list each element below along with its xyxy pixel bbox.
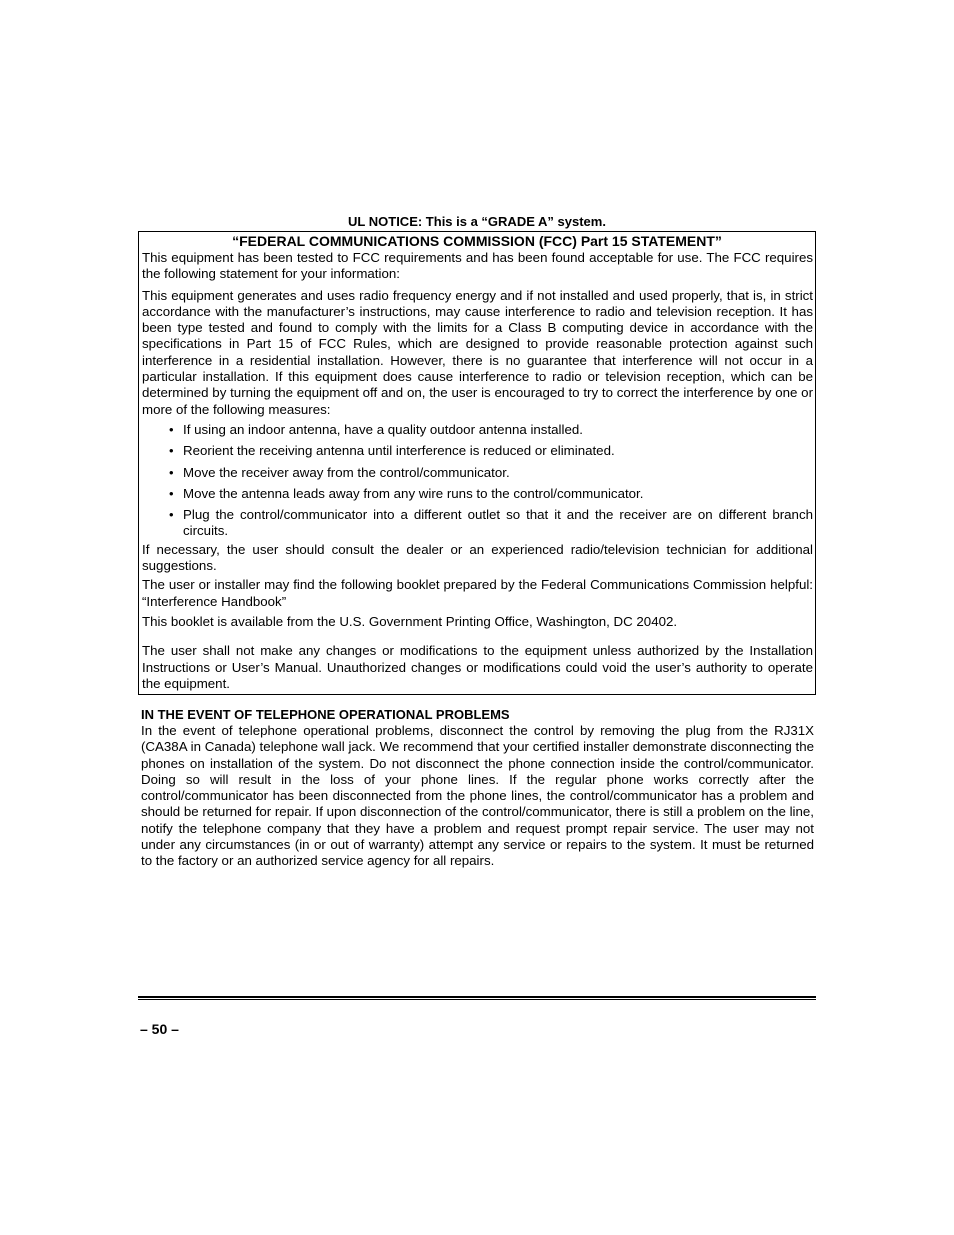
fcc-body-paragraph: This equipment generates and uses radio frequency energy and if not installed and used properly, that is, in strict accordance with the manufacturer’s instructions, may cause interference to radio and television reception. It has been type tested and found to comply with the limits for a Class B computing device in accordance with the specifications in Part 15 of FCC Rules, which are designed to provide reasonable protection against such interference in a residential installation. However, there is no guarantee that interference will not occur in a particular installation. If this equipment does cause interference to radio or television reception, which can be determined by turning the equipment off and on, the user is encouraged to try to correct the interference by one or more of the following measures: <box>142 287 813 417</box>
measure-text: Plug the control/communicator into a different outlet so that it and the receiver are on different branch circuits. <box>183 507 813 539</box>
measure-text: Move the antenna leads away from any wire runs to the control/communicator. <box>183 485 644 501</box>
interference-measures-list <box>139 422 815 540</box>
telephone-problems-paragraph: In the event of telephone operational problems, disconnect the control by removing the plug from the RJ31X (CA38A in Canada) telephone wall jack. We recommend that your certified installer demonstrate disconnecting the phones on installation of the system. Do not disconnect the phone connection inside the control/communicator. Doing so will result in the loss of your phone lines. If the regular phone works correctly after the control/communicator has been disconnected from the phone lines, the control/communicator has a problem and should be returned for repair. If upon disconnection of the control/communicator, there is still a problem on the line, notify the telephone company that they have a problem and request prompt repair service. The user may not under any circumstances (in or out of warranty) attempt any service or repairs to the system. It must be returned to the factory or an authorized service agency for all repairs. <box>141 723 814 869</box>
bullet-icon: • <box>169 443 174 459</box>
ul-notice: UL NOTICE: This is a “GRADE A” system. <box>348 214 606 229</box>
fcc-statement-box <box>138 231 816 695</box>
footer-divider <box>138 996 816 1000</box>
bullet-icon: • <box>169 421 174 437</box>
bullet-icon: • <box>169 507 174 523</box>
telephone-problems-heading: IN THE EVENT OF TELEPHONE OPERATIONAL PROBLEMS <box>141 707 510 722</box>
fcc-intro-paragraph: This equipment has been tested to FCC requirements and has been found acceptable for use. The FCC requires the following statement for your information: <box>142 250 813 282</box>
measure-text: If using an indoor antenna, have a quality outdoor antenna installed. <box>183 421 583 437</box>
list-item <box>169 485 813 502</box>
list-item <box>169 507 813 540</box>
list-item <box>169 421 813 438</box>
bullet-icon: • <box>169 485 174 501</box>
list-item <box>169 443 813 459</box>
page-number: – 50 – <box>140 1021 179 1037</box>
telephone-problems-section <box>141 707 814 870</box>
fcc-booklet-paragraph: The user or installer may find the following booklet prepared by the Federal Communications Commission helpful: “Interference Handbook” <box>142 577 813 609</box>
fcc-consult-paragraph: If necessary, the user should consult the dealer or an experienced radio/television technician for additional suggestions. <box>142 541 813 574</box>
measure-text: Reorient the receiving antenna until interference is reduced or eliminated. <box>183 443 615 459</box>
bullet-icon: • <box>169 464 174 480</box>
fcc-warning-paragraph: The user shall not make any changes or modifications to the equipment unless authorized by the Installation Instructions or User’s Manual. Unauthorized changes or modifications could void the user’s authority to operate the equipment. <box>142 643 813 691</box>
measure-text: Move the receiver away from the control/communicator. <box>183 464 510 480</box>
fcc-availability-paragraph: This booklet is available from the U.S. Government Printing Office, Washington, DC 20402. <box>142 613 678 629</box>
fcc-statement-title: “FEDERAL COMMUNICATIONS COMMISSION (FCC) Part 15 STATEMENT” <box>232 233 722 249</box>
list-item <box>169 464 813 481</box>
